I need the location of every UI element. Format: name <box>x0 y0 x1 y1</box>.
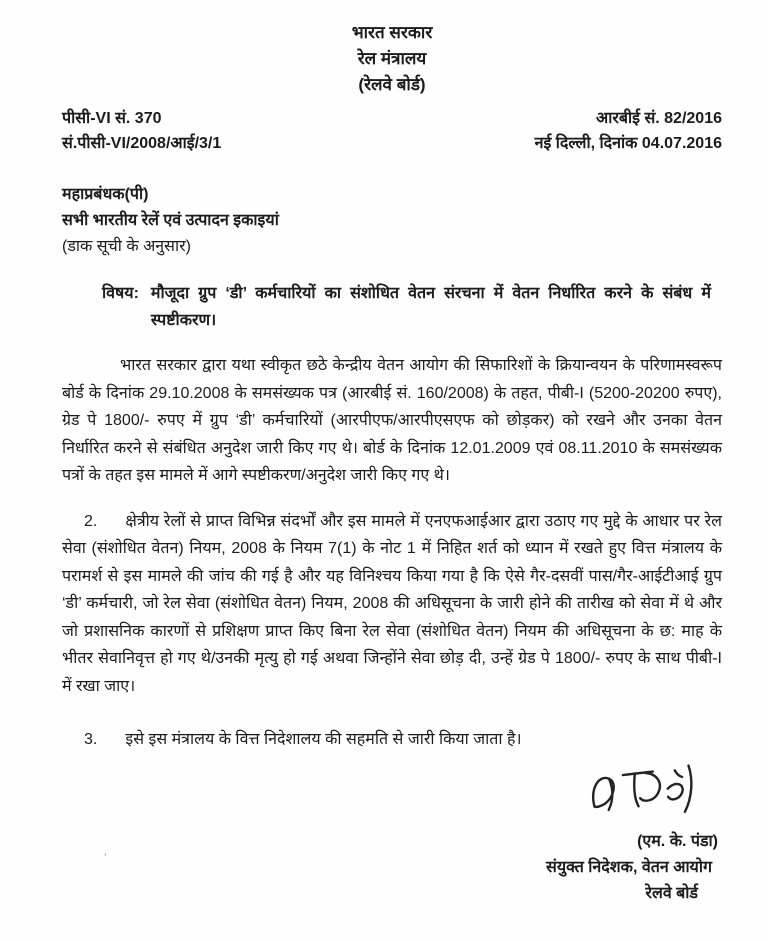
paragraph-3-text: इसे इस मंत्रालय के वित्त निदेशालय की सहमति से जारी किया जाता है। <box>125 731 522 748</box>
rbe-number: आरबीई सं. 82/2016 <box>595 110 722 127</box>
addressee-line: सभी भारतीय रेलें एवं उत्पादन इकाइयां <box>62 212 279 229</box>
addressee-title: महाप्रबंधक(पी) <box>62 186 149 203</box>
scan-speck: ’ <box>104 852 107 864</box>
signatory-designation: संयुक्त निदेशक, वेतन आयोग <box>546 858 712 876</box>
paragraph-1-text: भारत सरकार द्वारा यथा स्वीकृत छठे केन्द्रीय वेतन आयोग की सिफारिशों के क्रियान्वयन के परिणामस्वरूप बोर्ड के दिनांक 29.10.2008 के समसंख्यक पत्र (आरबीई सं. 160/2008) के तहत, पीबी-I (5200-20200 रुपए), ग्रेड पे 1800/- रुपए में ग्रुप ‘डी’ कर्मचारियों (आरपीएफ/आरपीएसएफ को छोड़कर) को रखने और उनका वेतन निर्धारित करने से संबंधित अनुदेश जारी किए गए थे। बोर्ड के दिनांक 12.01.2009 एवं 08.11.2010 के समसंख्यक पत्रों के तहत इस मामले में आगे स्पष्टीकरण/अनुदेश जारी किए गए थे। <box>62 357 722 484</box>
paragraph-1 <box>62 352 722 490</box>
reference-right <box>535 106 722 156</box>
paragraph-3-number: 3. <box>84 731 98 748</box>
paragraph-3 <box>62 726 722 754</box>
place-and-date: नई दिल्ली, दिनांक 04.07.2016 <box>534 135 722 152</box>
addressee-block <box>62 182 722 260</box>
letterhead <box>62 20 722 98</box>
handwritten-signature <box>582 758 705 831</box>
subject-text: मौजूदा ग्रुप ‘डी’ कर्मचारियों का संशोधित वेतन संरचना में वेतन निर्धारित करने के संबंध में स्पष्टीकरण। <box>150 285 711 329</box>
paragraph-2 <box>62 508 722 701</box>
reference-left <box>62 106 221 156</box>
paragraph-2-text: क्षेत्रीय रेलों से प्राप्त विभिन्न संदर्भों और इस मामले में एनएफआईआर द्वारा उठाए गए मुद्दे के आधार पर रेल सेवा (संशोधित वेतन) नियम, 2008 के नियम 7(1) के नोट 1 में निहित शर्त को ध्यान में रखते हुए वित्त मंत्रालय के परामर्श से इस मामले की जांच की गई है और यह विनिश्चय किया गया है कि ऐसे गैर-दसवीं पास/गैर-आईटीआई ग्रुप ‘डी’ कर्मचारी, जो रेल सेवा (संशोधित वेतन) नियम, 2008 की अधिसूचना के जारी होने की तारीख को सेवा में थे और जो प्रशासनिक कारणों से प्रशिक्षण प्राप्त किए बिना रेल सेवा (संशोधित वेतन) नियम की अधिसूचना के छ: माह के भीतर सेवानिवृत्त हो गए थे/उनकी मृत्यु हो गई अथवा जिन्होंने सेवा छोड़ दी, उन्हें ग्रेड पे 1800/- रुपए के साथ पीबी-I में रखा जाए। <box>62 512 722 695</box>
signature-block <box>62 762 722 907</box>
paragraph-2-number: 2. <box>84 512 98 530</box>
subject-label: विषय: <box>102 285 139 302</box>
subject-block <box>102 280 722 334</box>
reference-block <box>62 106 722 156</box>
pc-serial-number: पीसी-VI सं. 370 <box>62 110 162 127</box>
signatory-organisation: रेलवे बोर्ड <box>645 884 698 902</box>
addressee-note: (डाक सूची के अनुसार) <box>62 238 192 255</box>
signatory-name: (एम. के. पंडा) <box>637 832 718 850</box>
file-number: सं.पीसी-VI/2008/आई/3/1 <box>62 135 222 152</box>
letterhead-government: भारत सरकार <box>351 23 433 42</box>
letterhead-ministry: रेल मंत्रालय <box>357 49 427 68</box>
letterhead-board: (रेलवे बोर्ड) <box>358 75 426 94</box>
